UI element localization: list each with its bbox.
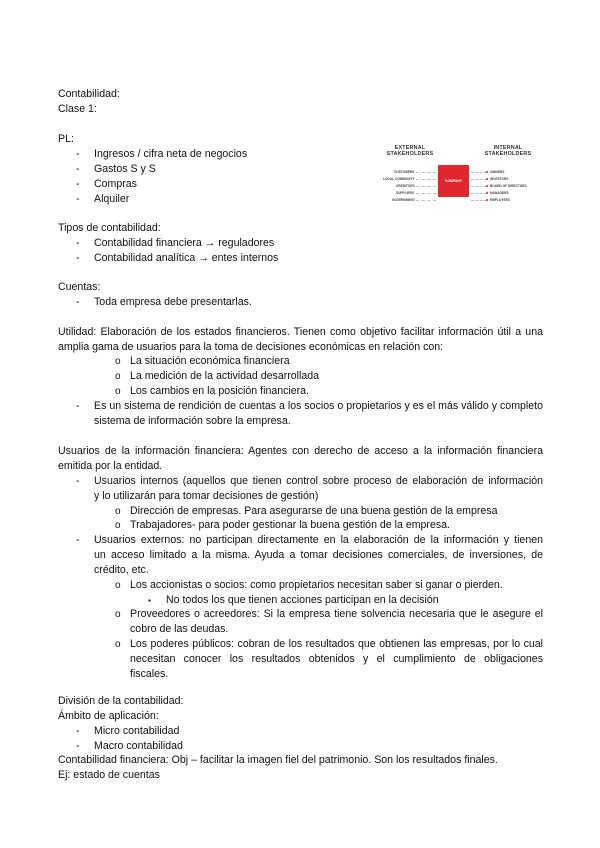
utilidad-line: Es un sistema de rendición de cuentas a los socios o propietarios y es el más válido y completo	[94, 400, 543, 412]
company-box: COMPANY	[438, 165, 469, 197]
ambito-item: Micro contabilidad	[94, 725, 180, 737]
utilidad-subitem: La medición de la actividad desarrollada	[130, 370, 320, 382]
pl-item: Gastos S y S	[94, 163, 156, 175]
tipos-title: Tipos de contabilidad:	[58, 222, 161, 234]
ambito-item: Macro contabilidad	[94, 740, 183, 752]
square-bullet: ▪	[148, 596, 151, 605]
contabilidad-financiera-line: Contabilidad financiera: Obj – facilitar la imagen fiel del patrimonio. Son los resultados finales.	[58, 754, 498, 766]
pl-item: Compras	[94, 178, 137, 190]
dash-bullet: -	[76, 475, 80, 487]
utilidad-line: Utilidad: Elaboración de los estados financieros. Tienen como objetivo facilitar información útil a una	[58, 326, 543, 338]
internal-stakeholder-label: OWNERS	[490, 170, 505, 174]
connector-line	[416, 193, 436, 194]
external-stakeholder-label: GOVERNMENT	[392, 198, 415, 202]
internal-stakeholders-title: INTERNAL STAKEHOLDERS	[484, 145, 532, 157]
division-title: División de la contabilidad:	[58, 695, 184, 707]
pl-title: PL:	[58, 133, 74, 145]
externos-subitem: Proveedores o acreedores: Si la empresa tiene solvencia necesaria que le asegure el	[130, 608, 543, 620]
circle-bullet: o	[115, 609, 121, 620]
external-stakeholder-label: SUPPLIERS	[396, 191, 415, 195]
tipos-item: Contabilidad analítica → entes internos	[94, 252, 279, 264]
connector-line	[416, 172, 436, 173]
connector-dot	[486, 171, 488, 173]
dash-bullet: -	[76, 296, 80, 308]
connector-line	[416, 200, 436, 201]
ambito-title: Ámbito de aplicación:	[58, 710, 159, 722]
usuarios-line: Usuarios de la información financiera: Agentes con derecho de acceso a la información financiera	[58, 445, 543, 457]
connector-dot	[486, 192, 488, 194]
pl-item: Alquiler	[94, 193, 130, 205]
dash-bullet: -	[76, 252, 80, 264]
connector-line	[416, 186, 436, 187]
dash-bullet: -	[76, 740, 80, 752]
connector-line	[471, 172, 487, 173]
usuarios-internos-line: y lo utilizarán para tomar decisiones de gestión)	[94, 490, 319, 502]
utilidad-subitem: Los cambios en la posición financiera.	[130, 385, 310, 397]
connector-dot	[486, 178, 488, 180]
connector-dot	[486, 185, 488, 187]
circle-bullet: o	[115, 356, 121, 367]
externos-subitem: necesitan conocer los resultados obtenidos y el cumplimiento de obligaciones	[130, 653, 543, 665]
dash-bullet: -	[76, 534, 80, 546]
internal-stakeholder-label: EMPLOYEES	[490, 198, 510, 202]
pl-item: Ingresos / cifra neta de negocios	[94, 148, 248, 160]
connector-dot	[486, 199, 488, 201]
usuarios-internos-line: Usuarios internos (aquellos que tienen control sobre proceso de elaboración de información	[94, 475, 543, 487]
external-stakeholder-label: CUSTOMERS	[394, 170, 415, 174]
connector-line	[471, 186, 487, 187]
circle-bullet: o	[115, 386, 121, 397]
external-stakeholder-label: CREDITORS	[396, 184, 415, 188]
dash-bullet: -	[76, 193, 80, 205]
circle-bullet: o	[115, 580, 121, 591]
dash-bullet: -	[76, 725, 80, 737]
usuarios-externos-line: crédito, etc.	[94, 564, 149, 576]
usuarios-externos-line: un acceso limitado a la misma. Ayuda a tomar decisiones comerciales, de inversiones, de	[94, 549, 543, 561]
class-label: Clase 1:	[58, 103, 97, 115]
internal-stakeholder-label: BOARD OF DIRECTORS	[490, 184, 527, 188]
internal-stakeholder-label: INVESTORS	[490, 177, 509, 181]
internos-subitem: Trabajadores- para poder gestionar la buena gestión de la empresa.	[130, 519, 450, 531]
stakeholders-diagram	[380, 145, 545, 215]
circle-bullet: o	[115, 639, 121, 650]
connector-line	[416, 179, 436, 180]
dash-bullet: -	[76, 163, 80, 175]
cuentas-title: Cuentas:	[58, 281, 101, 293]
usuarios-line: emitida por la entidad.	[58, 460, 163, 472]
dash-bullet: -	[76, 178, 80, 190]
utilidad-subitem: La situación económica financiera	[130, 355, 290, 367]
dash-bullet: -	[76, 237, 80, 249]
external-stakeholders-title: EXTERNAL STAKEHOLDERS	[386, 145, 434, 157]
internal-stakeholder-label: MANAGERS	[490, 191, 509, 195]
externos-subsubitem: No todos los que tienen acciones participan en la decisión	[166, 594, 439, 606]
circle-bullet: o	[115, 520, 121, 531]
cuentas-item: Toda empresa debe presentarlas.	[94, 296, 252, 308]
usuarios-externos-line: Usuarios externos: no participan directamente en la elaboración de la información y tienen	[94, 534, 543, 546]
connector-line	[471, 200, 487, 201]
connector-line	[471, 179, 487, 180]
connector-line	[471, 193, 487, 194]
externos-subitem: Los poderes públicos: cobran de los resultados que obtienen las empresas, por lo cual	[130, 638, 543, 650]
circle-bullet: o	[115, 506, 121, 517]
externos-subitem: cobro de las deudas.	[130, 623, 229, 635]
dash-bullet: -	[76, 400, 80, 412]
circle-bullet: o	[115, 371, 121, 382]
doc-title: Contabilidad:	[58, 88, 120, 100]
externos-subitem: fiscales.	[130, 668, 169, 680]
dash-bullet: -	[76, 148, 80, 160]
utilidad-line: sistema de información sobre la empresa.	[94, 415, 291, 427]
internos-subitem: Dirección de empresas. Para asegurarse de una buena gestión de la empresa	[130, 505, 498, 517]
external-stakeholder-label: LOCAL COMMUNITY	[383, 177, 415, 181]
tipos-item: Contabilidad financiera → reguladores	[94, 237, 275, 249]
externos-subitem: Los accionistas o socios: como propietarios necesitan saber si ganar o pierden.	[130, 579, 503, 591]
ejemplo-line: Ej: estado de cuentas	[58, 769, 160, 781]
utilidad-line: amplia gama de usuarios para la toma de decisiones económicas en relación con:	[58, 341, 444, 353]
